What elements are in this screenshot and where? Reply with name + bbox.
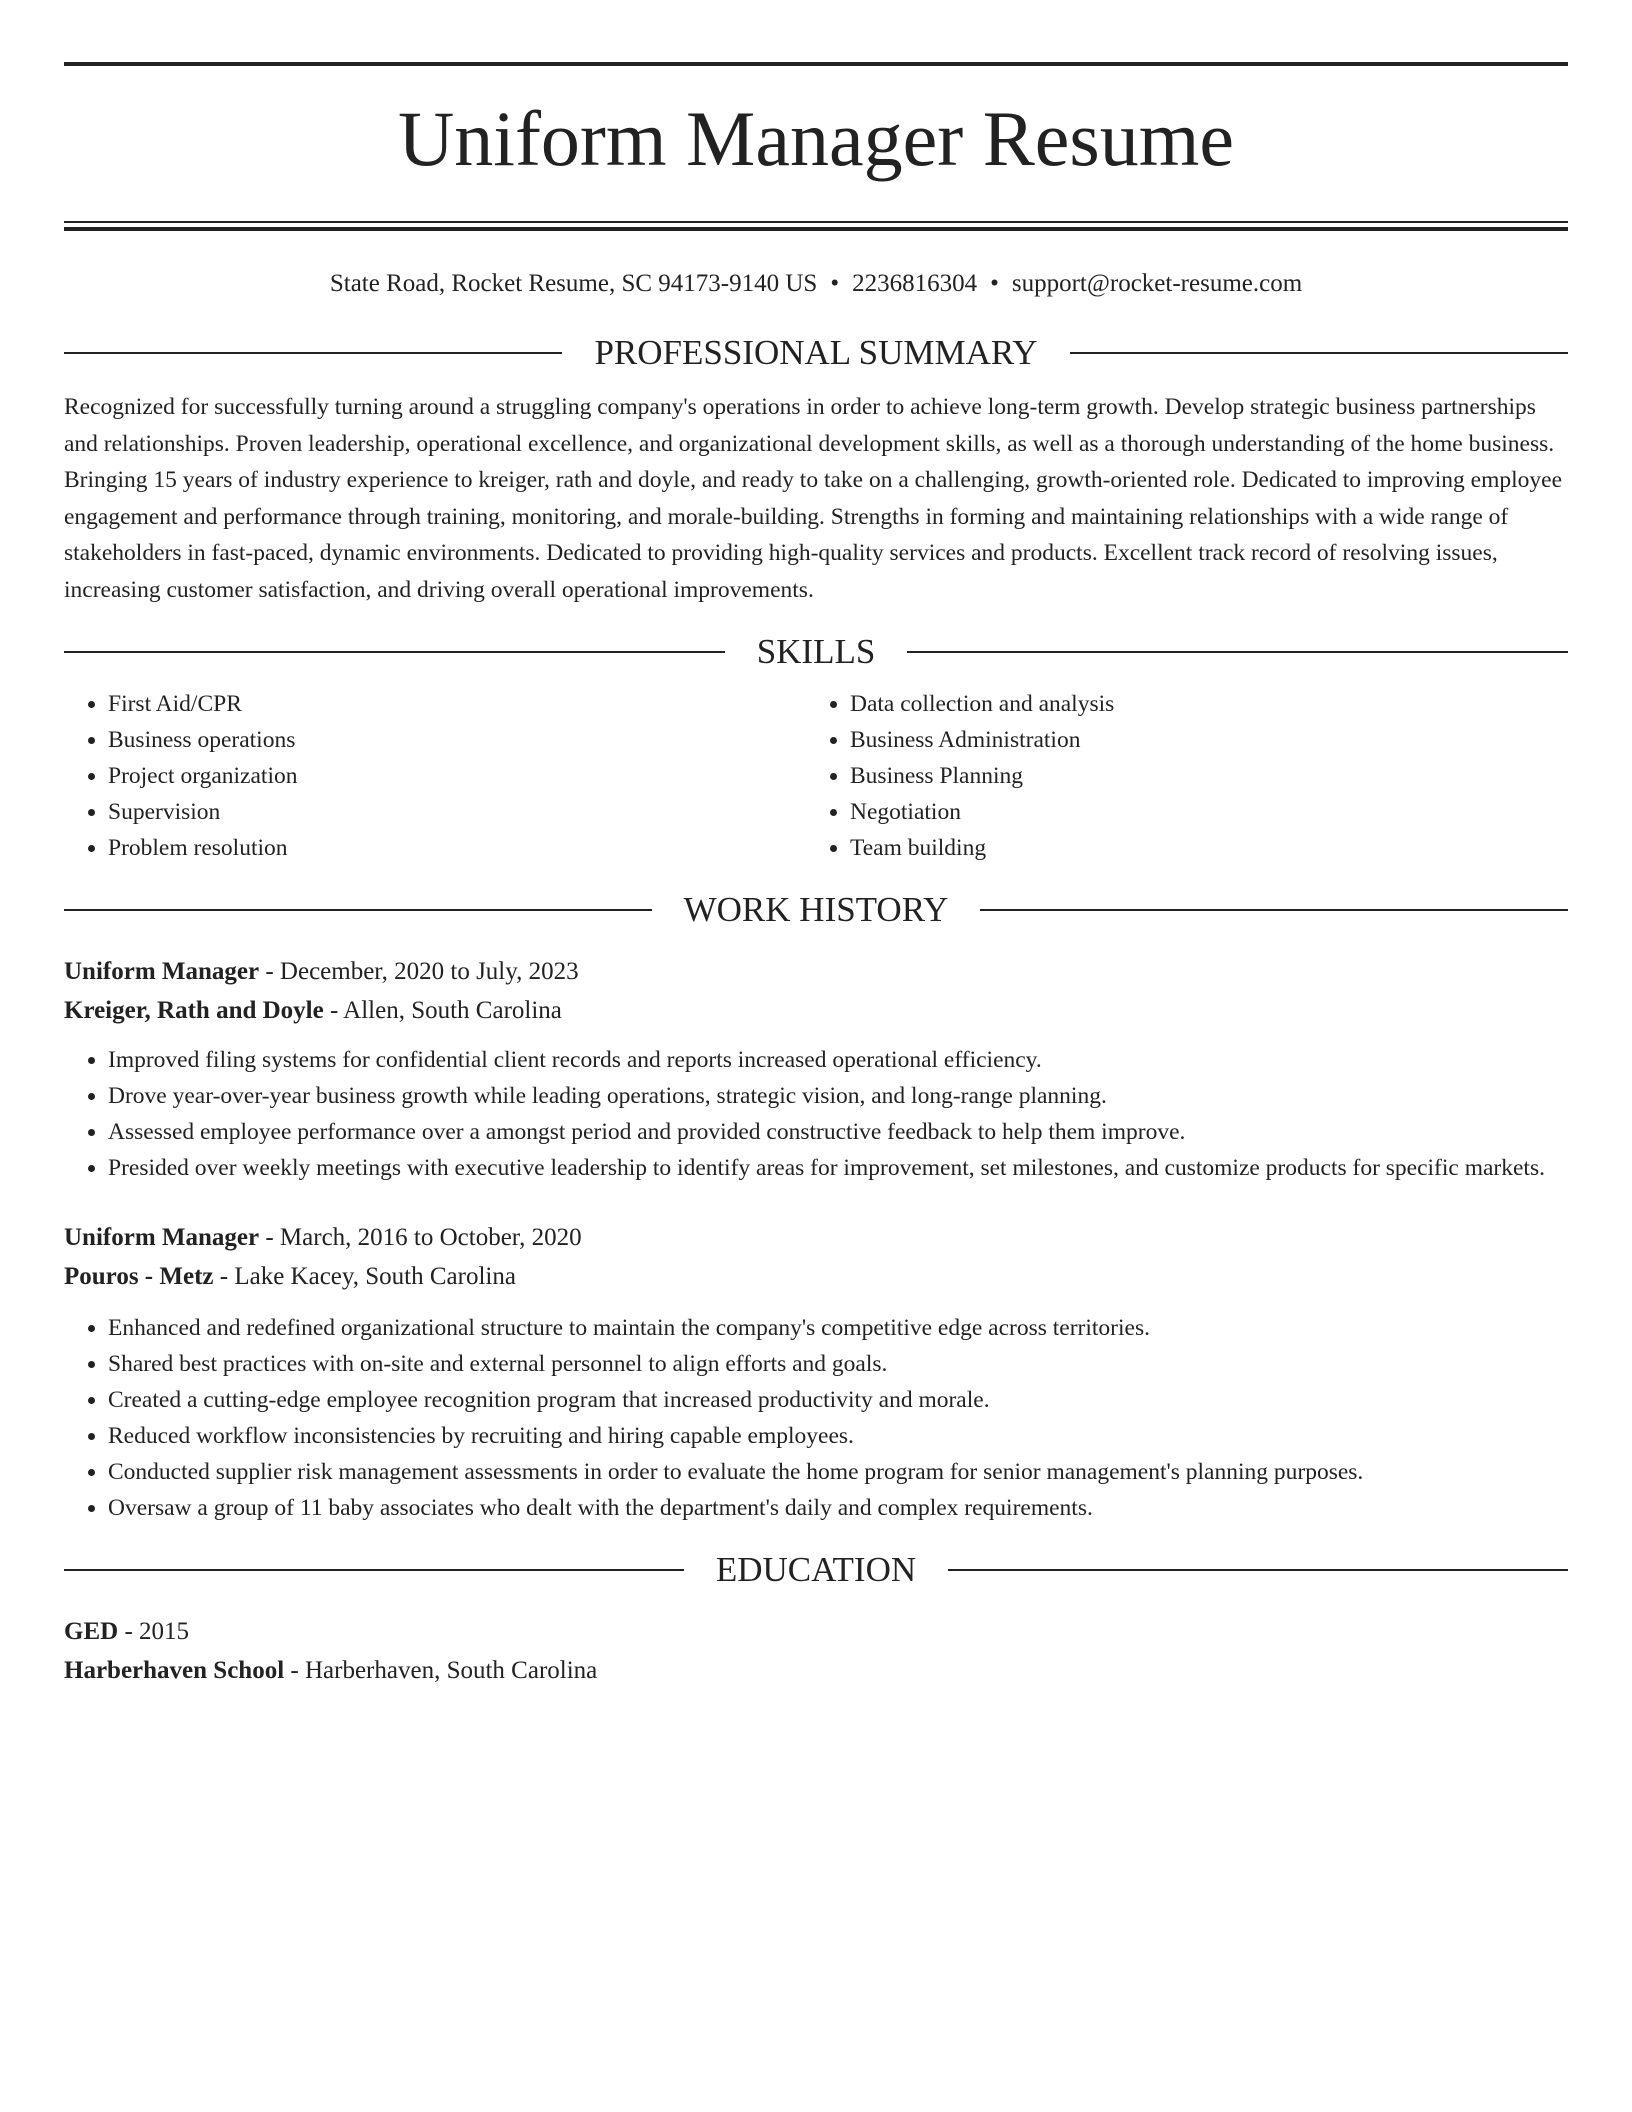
job-location: - Lake Kacey, South Carolina <box>213 1263 516 1290</box>
education-heading: EDUCATION <box>715 1550 917 1589</box>
work-section-heading <box>64 890 1568 930</box>
job-entry <box>64 952 1568 1186</box>
skill-item: • Project organization <box>108 758 806 794</box>
title-double-rule <box>64 221 1568 231</box>
job-bullet: • Improved filing systems for confidential client records and reports increased operational efficiency. <box>108 1042 1568 1078</box>
work-heading: WORK HISTORY <box>683 890 949 929</box>
contact-phone: 2236816304 <box>852 270 978 297</box>
job-bullet: • Shared best practices with on-site and external personnel to align efforts and goals. <box>108 1346 1568 1382</box>
education-school-line <box>64 1651 1568 1690</box>
skill-item: • Data collection and analysis <box>850 686 1548 722</box>
job-bullet: • Conducted supplier risk management assessments in order to evaluate the home program for senior management's planning purposes. <box>108 1454 1568 1490</box>
heading-rule-left <box>64 1569 684 1571</box>
skills-column-left <box>64 686 806 866</box>
skill-item: • Problem resolution <box>108 830 806 866</box>
contact-address: State Road, Rocket Resume, SC 94173-9140 US <box>329 270 818 297</box>
summary-text: Recognized for successfully turning around a struggling company's operations in order to achieve long-term growth. Develop strategic business partnerships and relationships. Proven leadership, operational excellence, and organizational development skills, as well as a thorough understanding of the home business. Bringing 15 years of industry experience to kreiger, rath and doyle, and ready to take on a challenging, growth-oriented role. Dedicated to improving employee engagement and performance through training, monitoring, and morale-building. Strengths in forming and maintaining relationships with a wide range of stakeholders in fast-paced, dynamic environments. Dedicated to providing high-quality services and products. Excellent track record of resolving issues, increasing customer satisfaction, and driving overall operational improvements. <box>64 394 1562 603</box>
skill-item: • Supervision <box>108 794 806 830</box>
top-rule <box>64 62 1568 66</box>
skill-item: • Business Administration <box>850 722 1548 758</box>
contact-line <box>64 267 1568 301</box>
heading-rule-right <box>1070 352 1568 354</box>
education-degree: GED <box>64 1618 119 1645</box>
summary-section-heading <box>64 333 1568 373</box>
job-title-line <box>64 952 1568 991</box>
job-title: Uniform Manager <box>64 1224 260 1251</box>
page-title: Uniform Manager Resume <box>397 95 1235 182</box>
education-school: Harberhaven School <box>64 1657 285 1684</box>
heading-rule-right <box>948 1569 1568 1571</box>
job-company: Kreiger, Rath and Doyle <box>64 997 324 1024</box>
job-bullet: • Assessed employee performance over a amongst period and provided constructive feedback to help them improve. <box>108 1114 1568 1150</box>
skill-item: • First Aid/CPR <box>108 686 806 722</box>
skills-section-heading <box>64 632 1568 672</box>
education-year: - 2015 <box>118 1618 190 1645</box>
job-title: Uniform Manager <box>64 958 260 985</box>
education-degree-line <box>64 1612 1568 1651</box>
skills-column-right <box>806 686 1548 866</box>
job-location: - Allen, South Carolina <box>323 997 562 1024</box>
job-bullets <box>64 1310 1568 1526</box>
heading-rule-left <box>64 909 652 911</box>
heading-rule-left <box>64 651 725 653</box>
job-bullet: • Presided over weekly meetings with executive leadership to identify areas for improvement, set milestones, and customize products for specific markets. <box>108 1150 1568 1186</box>
skill-item: • Business Planning <box>850 758 1548 794</box>
heading-rule-right <box>907 651 1568 653</box>
job-entry <box>64 1218 1568 1526</box>
job-dates: - December, 2020 to July, 2023 <box>259 958 579 985</box>
job-dates: - March, 2016 to October, 2020 <box>259 1224 582 1251</box>
education-entry <box>64 1612 1568 1690</box>
education-location: - Harberhaven, South Carolina <box>284 1657 598 1684</box>
heading-rule-left <box>64 352 562 354</box>
job-company-line <box>64 1257 1568 1296</box>
contact-email: support@rocket-resume.com <box>1011 270 1303 297</box>
job-bullets <box>64 1042 1568 1186</box>
job-bullet: • Created a cutting-edge employee recognition program that increased productivity and morale. <box>108 1382 1568 1418</box>
skill-item: • Team building <box>850 830 1548 866</box>
skills-heading: SKILLS <box>756 632 876 671</box>
job-bullet: • Oversaw a group of 11 baby associates who dealt with the department's daily and complex requirements. <box>108 1490 1568 1526</box>
job-bullet: • Reduced workflow inconsistencies by recruiting and hiring capable employees. <box>108 1418 1568 1454</box>
job-company: Pouros - Metz <box>64 1263 214 1290</box>
contact-separator: • <box>990 270 999 297</box>
summary-heading: PROFESSIONAL SUMMARY <box>594 333 1038 372</box>
job-company-line <box>64 991 1568 1030</box>
job-bullet: • Drove year-over-year business growth while leading operations, strategic vision, and long-range planning. <box>108 1078 1568 1114</box>
job-bullet: • Enhanced and redefined organizational structure to maintain the company's competitive edge across territories. <box>108 1310 1568 1346</box>
skills-list <box>64 686 1568 866</box>
heading-rule-right <box>980 909 1568 911</box>
skill-item: • Negotiation <box>850 794 1548 830</box>
contact-separator: • <box>830 270 840 297</box>
education-section-heading <box>64 1550 1568 1590</box>
job-title-line <box>64 1218 1568 1257</box>
skill-item: • Business operations <box>108 722 806 758</box>
